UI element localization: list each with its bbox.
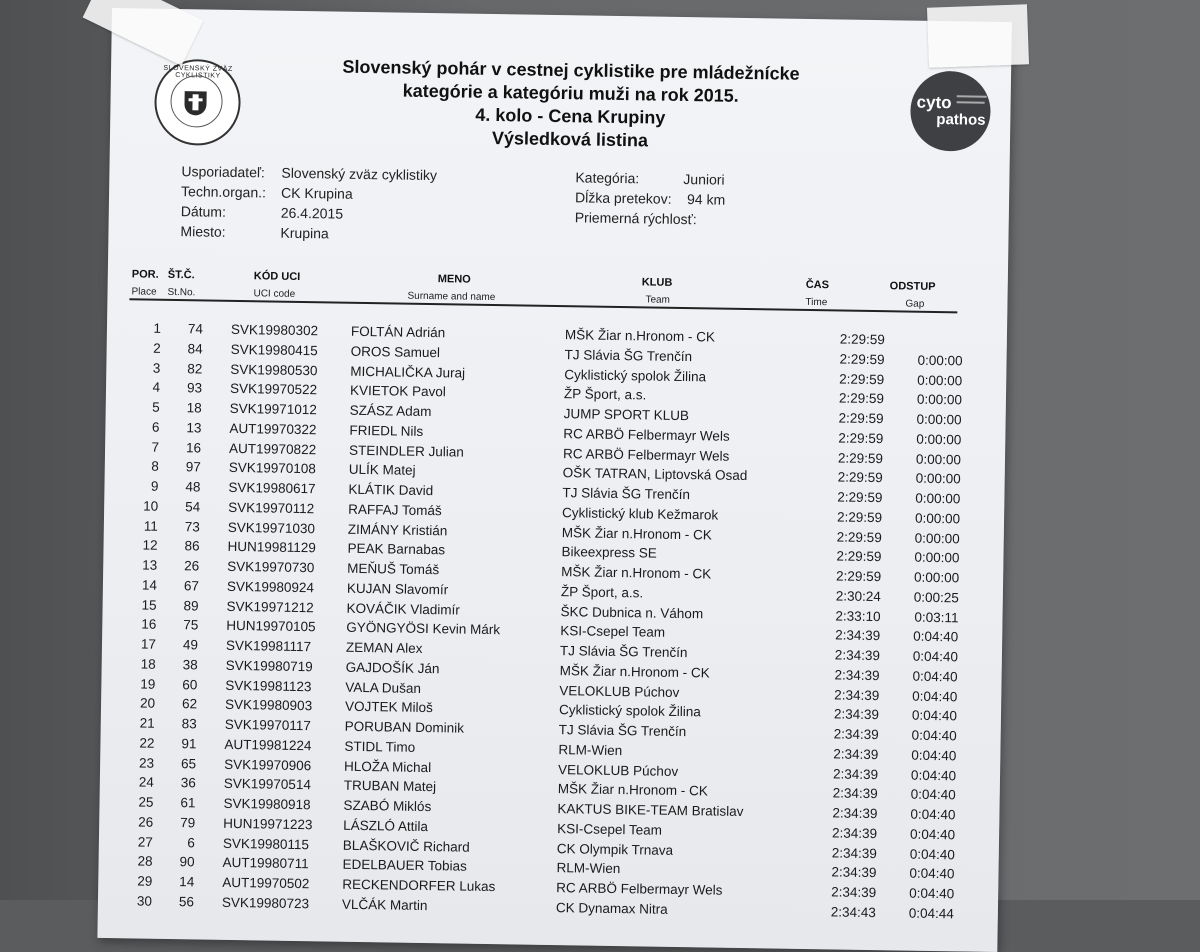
result-rider-name: KOVÁČIK Vladimír	[346, 600, 460, 618]
result-uci-code: SVK19970112	[228, 499, 315, 516]
result-place: 23	[139, 755, 155, 771]
result-uci-code: AUT19970322	[229, 420, 317, 438]
result-gap	[897, 332, 963, 333]
result-time: 2:34:39	[833, 726, 879, 743]
result-uci-code: SVK19981117	[225, 637, 312, 655]
result-gap: 0:00:00	[916, 391, 963, 408]
result-rider-name: RAFFAJ Tomáš	[348, 501, 442, 518]
result-time: 2:33:10	[835, 607, 881, 624]
result-gap: 0:04:40	[913, 628, 959, 645]
result-time: 2:29:59	[836, 509, 883, 525]
result-place: 21	[139, 715, 155, 731]
result-rider-name: GAJDOŠÍK Ján	[345, 659, 440, 676]
category-value: Juniori	[683, 170, 725, 188]
result-gap: 0:04:40	[911, 747, 957, 764]
result-gap: 0:00:00	[916, 431, 962, 448]
result-start-number: 36	[180, 775, 196, 791]
result-start-number: 82	[187, 360, 203, 376]
result-place: 1	[153, 320, 162, 336]
result-gap: 0:00:00	[917, 372, 963, 388]
header-uci: KÓD UCI	[253, 270, 301, 283]
result-time: 2:34:39	[832, 785, 878, 802]
result-club: Cyklistický spolok Žilina	[564, 366, 707, 384]
result-uci-code: AUT19970502	[222, 874, 310, 892]
result-place: 5	[152, 399, 160, 415]
title-line-2: kategórie a kategóriu muži na rok 2015.	[402, 80, 739, 106]
header-uci-sub: UCI code	[253, 288, 296, 300]
result-club: Cyklistický spolok Žilina	[558, 702, 701, 720]
header-divider	[129, 298, 957, 313]
cytopathos-logo	[910, 71, 991, 152]
result-place: 25	[138, 794, 154, 810]
header-gap: ODSTUP	[889, 280, 936, 293]
result-time: 2:34:39	[835, 627, 881, 644]
result-gap: 0:04:40	[910, 767, 957, 783]
result-club: OŠK TATRAN, Liptovská Osad	[562, 465, 748, 484]
result-gap: 0:04:40	[909, 846, 955, 862]
result-place: 13	[142, 557, 158, 573]
result-time: 2:34:39	[831, 864, 877, 881]
result-uci-code: HUN19970105	[226, 618, 316, 635]
result-uci-code: SVK19980617	[228, 479, 316, 497]
result-gap: 0:00:00	[915, 470, 961, 487]
result-club: TJ Slávia ŠG Trenčín	[564, 346, 693, 364]
result-gap: 0:00:00	[914, 530, 960, 546]
result-uci-code: SVK19970906	[224, 756, 312, 773]
result-club: RC ARBÖ Felbermayr Wels	[556, 880, 723, 898]
result-place: 19	[140, 676, 156, 692]
result-gap: 0:04:40	[910, 786, 956, 803]
result-time: 2:34:39	[831, 844, 877, 861]
result-club: ŽP Šport, a.s.	[563, 386, 647, 403]
result-club: MŠK Žiar n.Hronom - CK	[561, 564, 712, 582]
organizer-value: Slovenský zväz cyklistiky	[281, 164, 438, 184]
result-start-number: 97	[185, 459, 201, 475]
result-start-number: 16	[185, 439, 202, 455]
tape-strip-right	[927, 4, 1029, 67]
header-club-sub: Team	[645, 294, 671, 306]
result-club: MŠK Žiar n.Hronom - CK	[559, 662, 710, 681]
result-uci-code: SVK19980723	[221, 894, 310, 911]
result-uci-code: SVK19980903	[224, 697, 313, 714]
result-rider-name: LÁSZLÓ Attila	[343, 817, 429, 834]
result-time: 2:29:59	[839, 331, 886, 348]
header-name-sub: Surname and name	[407, 290, 496, 304]
result-place: 7	[151, 439, 160, 455]
result-start-number: 49	[182, 637, 199, 653]
result-club: MŠK Žiar n.Hronom - CK	[561, 524, 712, 542]
result-rider-name: PORUBAN Dominik	[344, 718, 465, 736]
result-gap: 0:04:40	[911, 727, 957, 744]
result-place: 28	[137, 853, 153, 869]
result-place: 15	[141, 597, 157, 613]
result-gap: 0:04:40	[909, 885, 955, 902]
result-start-number: 26	[184, 558, 200, 574]
logo-tagline-mark	[957, 95, 987, 97]
result-place: 16	[141, 616, 157, 633]
header-place: POR.	[131, 268, 159, 281]
result-time: 2:29:59	[837, 449, 884, 466]
result-place: 6	[151, 419, 160, 435]
result-place: 26	[138, 814, 154, 830]
result-gap: 0:00:00	[916, 411, 962, 428]
result-time: 2:29:59	[838, 410, 884, 427]
header-time-sub: Time	[805, 296, 828, 309]
result-uci-code: SVK19971212	[226, 598, 314, 615]
result-uci-code: SVK19970117	[224, 716, 311, 734]
result-place: 30	[136, 893, 153, 909]
logo-ring-text: SLOVENSKÝ ZVÄZ CYKLISTIKY	[163, 64, 233, 80]
result-uci-code: SVK19980918	[223, 795, 311, 813]
header-place-sub: Place	[131, 286, 157, 298]
distance-label: Dĺžka pretekov:	[574, 189, 672, 207]
result-start-number: 74	[187, 321, 204, 337]
result-rider-name: VOJTEK Miloš	[344, 698, 433, 716]
result-club: TJ Slávia ŠG Trenčín	[562, 485, 691, 503]
header-stno: ŠT.Č.	[167, 268, 195, 282]
logo-tagline-mark-2	[957, 101, 985, 103]
title-line-1: Slovenský pohár v cestnej cyklistike pre mládežnícke	[342, 56, 800, 84]
result-start-number: 48	[185, 479, 201, 495]
result-time: 2:29:59	[838, 430, 884, 446]
result-place: 9	[150, 478, 159, 494]
result-club: KSI-Csepel Team	[560, 623, 666, 641]
result-time: 2:34:39	[833, 706, 880, 723]
result-uci-code: HUN19971223	[223, 815, 313, 832]
result-place: 27	[137, 834, 154, 850]
result-place: 3	[152, 360, 161, 376]
category-label: Kategória:	[575, 169, 640, 187]
result-rider-name: STEINDLER Julian	[348, 442, 464, 460]
result-start-number: 6	[187, 834, 196, 850]
result-club: RLM-Wien	[558, 741, 623, 758]
tech-organizer-value: CK Krupina	[280, 184, 353, 202]
result-place: 8	[151, 458, 159, 475]
result-start-number: 60	[182, 676, 198, 692]
result-uci-code: SVK19980530	[230, 361, 318, 378]
result-start-number: 61	[180, 795, 196, 811]
result-time: 2:29:59	[837, 489, 883, 506]
result-rider-name: STIDL Timo	[344, 738, 416, 755]
result-uci-code: SVK19970514	[223, 776, 312, 793]
result-rider-name: MICHALIČKA Juraj	[350, 363, 466, 381]
result-place: 17	[140, 636, 157, 652]
result-time: 2:34:39	[834, 686, 880, 703]
result-place: 29	[137, 873, 153, 889]
result-rider-name: ZEMAN Alex	[345, 639, 423, 656]
result-start-number: 93	[186, 380, 203, 396]
result-uci-code: SVK19970522	[229, 381, 318, 398]
result-club: CK Olympik Trnava	[556, 840, 674, 858]
result-uci-code: SVK19980415	[230, 341, 318, 359]
avg-speed-label: Priemerná rýchlosť:	[574, 209, 697, 228]
result-uci-code: SVK19980719	[225, 657, 313, 674]
result-time: 2:29:59	[836, 548, 882, 565]
header-name: MENO	[437, 273, 471, 286]
result-club: RC ARBÖ Felbermayr Wels	[562, 445, 730, 464]
result-rider-name: SZABÓ Miklós	[343, 797, 432, 815]
result-club: ŠKC Dubnica n. Váhom	[560, 603, 704, 621]
result-start-number: 73	[184, 518, 200, 534]
result-time: 2:34:39	[831, 825, 878, 841]
result-uci-code: AUT19970822	[228, 440, 317, 457]
logo-word-2: pathos	[936, 110, 986, 129]
result-uci-code: AUT19981224	[224, 736, 312, 753]
result-place: 18	[140, 656, 156, 672]
result-start-number: 86	[184, 538, 200, 554]
header-time: ČAS	[805, 278, 830, 292]
result-gap: 0:00:25	[913, 589, 959, 606]
result-time: 2:30:24	[835, 588, 881, 604]
cycling-federation-logo	[154, 59, 241, 146]
result-uci-code: SVK19980115	[222, 835, 310, 852]
result-rider-name: VALA Dušan	[345, 679, 422, 696]
result-gap: 0:00:00	[914, 510, 961, 527]
result-start-number: 38	[182, 656, 198, 673]
result-start-number: 84	[187, 340, 203, 357]
result-uci-code: HUN19981129	[227, 539, 316, 556]
result-start-number: 79	[180, 814, 196, 831]
result-place: 4	[152, 379, 161, 396]
result-time: 2:34:39	[832, 805, 878, 822]
result-start-number: 90	[179, 854, 195, 870]
result-time: 2:29:59	[836, 528, 882, 545]
result-start-number: 62	[181, 696, 198, 712]
result-club: TJ Slávia ŠG Trenčín	[558, 722, 687, 740]
result-rider-name: VLČÁK Martin	[341, 896, 428, 913]
result-gap: 0:04:40	[912, 688, 958, 704]
tech-organizer-label: Techn.organ.:	[181, 183, 267, 201]
result-club: VELOKLUB Púchov	[557, 761, 679, 779]
result-time: 2:29:59	[839, 351, 885, 367]
result-start-number: 75	[183, 617, 199, 633]
result-time: 2:29:59	[838, 390, 885, 407]
result-start-number: 54	[185, 498, 201, 515]
place-value: Krupina	[280, 224, 329, 242]
header-club: KLUB	[641, 276, 673, 289]
result-rider-name: KVIETOK Pavol	[349, 383, 446, 400]
result-rider-name: SZÁSZ Adam	[349, 402, 432, 420]
result-uci-code: SVK19980924	[226, 578, 315, 595]
result-gap: 0:00:00	[914, 549, 960, 566]
result-rider-name: HLOŽA Michal	[344, 758, 432, 775]
header-gap-sub: Gap	[905, 298, 925, 310]
result-uci-code: AUT19980711	[222, 855, 309, 872]
result-rider-name: GYÖNGYÖSI Kevin Márk	[346, 620, 501, 638]
result-club: MŠK Žiar n.Hronom - CK	[564, 327, 716, 345]
result-place: 24	[138, 774, 154, 791]
cross-bar-icon	[189, 98, 203, 101]
organizer-label: Usporiadateľ:	[181, 163, 266, 181]
place-label: Miesto:	[180, 223, 226, 240]
result-gap: 0:00:00	[915, 490, 961, 507]
result-rider-name: MEŇUŠ Tomáš	[347, 560, 440, 578]
result-gap: 0:04:40	[909, 865, 955, 882]
result-place: 2	[153, 340, 161, 356]
result-rider-name: PEAK Barnabas	[347, 541, 446, 558]
date-label: Dátum:	[180, 203, 227, 220]
result-time: 2:34:39	[833, 746, 879, 762]
result-rider-name: FOLTÁN Adrián	[350, 323, 446, 341]
result-uci-code: SVK19970108	[228, 460, 316, 477]
result-time: 2:34:39	[834, 667, 880, 683]
result-rider-name: FRIEDL Nils	[349, 422, 424, 439]
result-rider-name: RECKENDORFER Lukas	[342, 876, 496, 895]
result-gap: 0:04:40	[909, 826, 956, 843]
title-line-3: 4. kolo - Cena Krupiny	[475, 104, 666, 128]
result-uci-code: SVK19980302	[230, 321, 319, 339]
result-start-number: 13	[186, 419, 202, 436]
result-time: 2:29:59	[839, 370, 885, 387]
result-place: 22	[139, 735, 155, 751]
result-club: KAKTUS BIKE-TEAM Bratislav	[557, 801, 744, 820]
result-club: MŠK Žiar n.Hronom - CK	[557, 781, 708, 799]
result-place: 10	[143, 498, 159, 514]
result-time: 2:29:59	[836, 568, 882, 585]
result-gap: 0:03:11	[914, 609, 959, 625]
result-place: 20	[139, 695, 156, 712]
result-start-number: 56	[178, 893, 195, 910]
result-start-number: 89	[183, 597, 199, 613]
result-rider-name: EDELBAUER Tobias	[342, 856, 467, 874]
result-rider-name: OROS Samuel	[350, 343, 441, 360]
result-club: Bikeexpress SE	[561, 544, 657, 561]
result-club: RLM-Wien	[556, 860, 621, 877]
results-sheet	[97, 8, 1011, 952]
result-gap: 0:04:40	[912, 648, 959, 665]
result-time: 2:29:59	[837, 469, 883, 486]
result-gap: 0:04:44	[908, 905, 954, 922]
result-time: 2:34:39	[831, 884, 877, 901]
header-stno-sub: St.No.	[167, 286, 196, 299]
result-start-number: 67	[183, 577, 200, 594]
result-place: 12	[142, 537, 158, 554]
result-rider-name: TRUBAN Matej	[343, 777, 437, 795]
result-time: 2:34:43	[830, 904, 877, 920]
result-start-number: 14	[179, 874, 195, 890]
result-club: JUMP SPORT KLUB	[563, 406, 690, 424]
date-value: 26.4.2015	[280, 204, 344, 222]
result-gap: 0:00:00	[917, 352, 963, 369]
result-gap: 0:04:40	[911, 707, 958, 724]
result-rider-name: BLAŠKOVIČ Richard	[342, 837, 470, 855]
result-start-number: 91	[181, 735, 197, 752]
result-place: 11	[143, 518, 158, 534]
logo-word-1: cyto	[916, 92, 952, 113]
result-club: RC ARBÖ Felbermayr Wels	[563, 425, 730, 444]
result-time: 2:34:39	[832, 765, 879, 782]
result-time: 2:34:39	[834, 647, 881, 664]
result-start-number: 83	[181, 716, 197, 732]
result-rider-name: KLÁTIK David	[348, 481, 434, 499]
distance-value: 94 km	[686, 191, 726, 208]
result-club: KSI-Csepel Team	[557, 820, 663, 838]
result-uci-code: SVK19981123	[225, 677, 312, 694]
result-club: ŽP Šport, a.s.	[560, 583, 644, 601]
result-gap: 0:04:40	[910, 806, 956, 823]
result-gap: 0:00:00	[913, 569, 960, 586]
cross-icon	[192, 94, 198, 110]
result-club: Cyklistický klub Kežmarok	[562, 504, 719, 523]
result-gap: 0:04:40	[912, 668, 958, 685]
result-gap: 0:00:00	[915, 451, 962, 467]
result-club: VELOKLUB Púchov	[559, 682, 680, 700]
result-club: TJ Slávia ŠG Trenčín	[559, 643, 688, 661]
document-title	[260, 54, 881, 156]
result-club: CK Dynamax Nitra	[555, 899, 668, 917]
result-place: 14	[141, 577, 158, 593]
result-rider-name: ULÍK Matej	[348, 462, 416, 479]
result-uci-code: SVK19971012	[229, 400, 317, 418]
result-rider-name: KUJAN Slavomír	[346, 580, 449, 598]
result-start-number: 18	[186, 400, 202, 416]
title-line-4: Výsledková listina	[491, 127, 649, 151]
result-uci-code: SVK19970730	[227, 558, 315, 576]
result-start-number: 65	[180, 755, 197, 771]
result-uci-code: SVK19971030	[227, 519, 316, 536]
result-rider-name: ZIMÁNY Kristián	[347, 521, 448, 538]
